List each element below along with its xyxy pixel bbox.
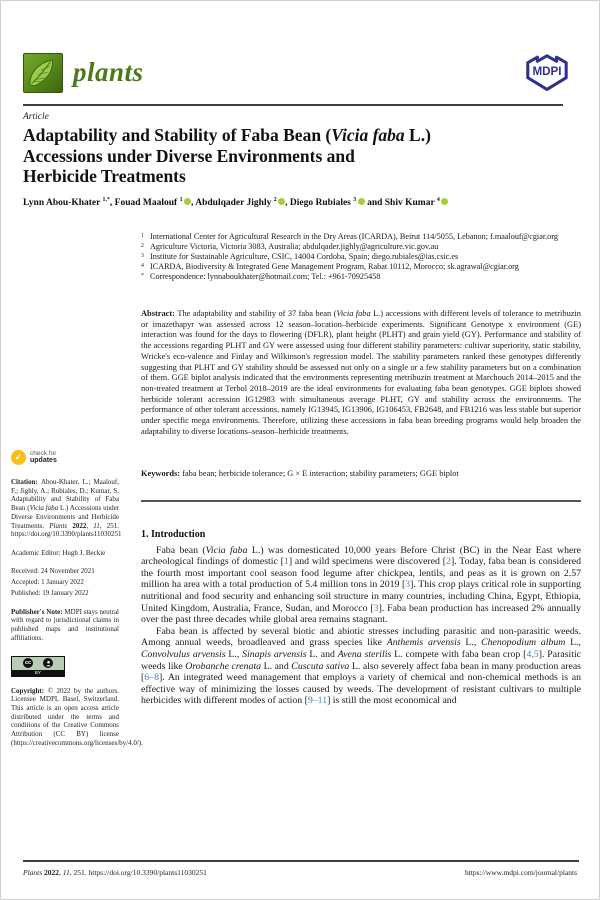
badge-line1: check for	[30, 450, 57, 457]
intro-paragraph-1: Faba bean (Vicia faba L.) was domesticated 10,000 years Before Christ (BC) in the Near East where archeological findings of domestic [1] and wild specimens were discovered [2]. Today, faba bean is considered the fourth most important cool season food legume after chickpea, lentils, and peas as it is grown on 2.57 million ha area with a total production of 5.4 million tons in 2019 [3]. This crop plays critical role in supporting nutritional and food security and enhancing soil structure in many countries, including China, Egypt, Ethiopia, United Kingdom, Australia, France, Sudan, and Morocco [3]. Faba bean production has increased 2% annually over the past three decades while global area remains stagnant.	[141, 544, 582, 626]
plants-journal-logo	[23, 53, 63, 93]
article-dates	[11, 567, 119, 598]
person-icon	[43, 658, 53, 668]
affiliation-number: 2	[141, 243, 144, 249]
affiliation-item	[141, 252, 581, 262]
main-column	[141, 232, 581, 707]
cc-icon: cc	[23, 658, 33, 668]
citation-ref-link[interactable]: 1	[283, 556, 289, 568]
orcid-icon[interactable]	[358, 198, 365, 205]
check-for-updates-label	[30, 450, 57, 464]
citation-ref-link[interactable]: 3	[373, 602, 379, 614]
citation-ref-link[interactable]: 2	[446, 556, 451, 568]
check-for-updates-badge[interactable]	[11, 447, 119, 467]
affiliation-item	[141, 232, 581, 242]
section-heading-introduction: 1. Introduction	[141, 528, 206, 540]
citation-block: Citation: Abou-Khater, L.; Maalouf, F.; Jighly, A.; Rubiales, D.; Kumar, S. Adaptability and Stability of Faba Bean (Vicia faba L.) Accessions under Diverse Environments and Herbicide Treatments. Plants 2022, 11, 251. https://doi.org/10.3390/plants11030251	[11, 478, 122, 539]
article-meta-sidebar	[11, 447, 143, 747]
mdpi-logo[interactable]	[523, 51, 571, 95]
affiliation-text: Agriculture Victoria, Victoria 3083, Australia; abdulqader.jighly@agriculture.vic.gov.au	[150, 242, 439, 251]
footer-divider	[23, 860, 579, 862]
affiliation-item	[141, 262, 581, 272]
affiliation-text: ICARDA, Biodiversity & Integrated Gene Management Program, Rabat 10112, Morocco; sk.agrawal@cgiar.org	[150, 262, 519, 271]
article-type-label: Article	[23, 112, 49, 122]
page-header	[23, 51, 577, 105]
affiliation-text: Correspondence: lynnaboukhater@hotmail.com; Tel.: +961-70925458	[150, 272, 381, 281]
copyright-block: Copyright: © 2022 by the authors. Licensee MDPI, Basel, Switzerland. This article is an open access article distributed under the terms and conditions of the Creative Commons Attribution (CC BY) license (https://creativecommons.org/licenses/by/4.0/).	[11, 686, 143, 747]
leaf-icon	[24, 54, 62, 92]
affiliation-number: 4	[141, 263, 144, 269]
authors-line: Lynn Abou-Khater $^{1,*}$, Fouad Maalouf $^1$ , Abdulqader Jighly $^2$ , Diego Rubiales $^3$ and Shiv Kumar $^4$	[23, 197, 571, 208]
journal-name: plants	[73, 57, 144, 87]
accepted-date: Accepted: 1 January 2022	[11, 577, 84, 586]
orcid-icon[interactable]	[441, 198, 448, 205]
publisher-note: Publisher's Note: MDPI stays neutral with regard to jurisdictional claims in published maps and institutional affiliations.	[11, 607, 119, 642]
citation-ref-link[interactable]: 6–8	[144, 672, 159, 684]
keywords: Keywords: faba bean; herbicide tolerance; G × E interaction; stability parameters; GGE biplot	[141, 469, 459, 479]
received-date: Received: 24 November 2021	[11, 566, 95, 575]
footer-citation: Plants 2022, 11, 251. https://doi.org/10.3390/plants11030251	[23, 868, 207, 877]
affiliation-item	[141, 242, 581, 252]
article-title: Adaptability and Stability of Faba Bean (Vicia faba L.) Accessions under Diverse Environments and Herbicide Treatments	[23, 125, 431, 186]
citation-ref-link[interactable]: 9–11	[307, 695, 328, 707]
published-date: Published: 19 January 2022	[11, 589, 89, 598]
header-divider	[23, 104, 563, 106]
cc-by-label: BY	[12, 670, 64, 676]
affiliation-text: Institute for Sustainable Agriculture, CSIC, 14004 Cordoba, Spain; diego.rubiales@ias.csic.es	[150, 252, 459, 261]
intro-paragraph-2: Faba bean is affected by several biotic and abiotic stresses including parasitic and non-parasitic weeds. Among annual weeds, broadleaved and grass species like Anthemis arvensis L., Chenopodium album L., Convolvulus arvensis L., Sinapis arvensis L. and Avena sterilis L. compete with faba bean crop [4,5]. Parasitic weeds like Orobanche crenata L. and Cuscuta sativa L. also severely affect faba bean in many production areas [6–8]. An integrated weed management that employs a variety of chemical and non-chemical methods is an effective way of minimizing the losses caused by weeds. The development of resistant cultivars to multiple herbicides with different modes of action [9–11] is still the most economical and	[141, 625, 582, 707]
affiliation-item	[141, 272, 581, 282]
affiliation-number: 1	[141, 233, 144, 239]
affiliation-number: *	[141, 273, 144, 279]
cc-icons	[12, 657, 64, 670]
abstract: Abstract: The adaptability and stability of 37 faba bean (Vicia faba L.) accessions with different levels of tolerance to metribuzin or imazethapyr was assessed across 12 season–location–herbicide experiments. Significant Genotype x environment (GE) interaction was found for the days to flowering (DFLR), plant height (PLHT) and grain yield (GY). Performance and stability of the accessions regarding PLHT and GY were assessed using four different stability parameters: cultivar superiority, static stability, Wricke's eco-valence and Finlay and Wilkinson's regression model. The stability parameters ranked these genotypes differently suggesting that PLHT and GY stability should be assessed not only on a single or a few stability parameters but on a combination of them. GGE biplot analysis indicated that the environments representing metribuzin treatment at Marchouch 2014–2015 and the non-treated treatment at Terbol 2018–2019 are the ideal environments for evaluating faba bean genotypes. GGE biplots showed herbicide tolerant accession IG12983 with simultaneous average PLHT, GY and stability across the environments. The performance of other tolerant accessions, namely IG13945, IG13906, IG106453, FB2648, and FB1216 was less stable but superior under specific mega environments. Therefore, utilizing these accessions in faba bean breeding programs would help broaden the adaptability to diverse locations–season–herbicide treatments.	[141, 309, 581, 436]
check-icon	[11, 450, 26, 465]
cc-by-license-badge[interactable]	[11, 656, 65, 677]
section-divider	[141, 500, 581, 502]
affiliations-list	[141, 232, 581, 282]
citation-ref-link[interactable]: 3	[405, 579, 411, 591]
citation-ref-link[interactable]: 4,5	[526, 648, 539, 660]
academic-editor: Academic Editor: Hugh J. Beckie	[11, 548, 106, 557]
badge-line2: updates	[30, 457, 57, 464]
mdpi-logo-text: MDPI	[532, 64, 562, 78]
page-footer	[23, 868, 577, 877]
footer-journal-url: https://www.mdpi.com/journal/plants	[464, 868, 577, 877]
affiliation-text: International Center for Agricultural Research in the Dry Areas (ICARDA), Beirut 114/5055, Lebanon; f.maalouf@cgiar.org	[150, 232, 558, 241]
orcid-icon[interactable]	[184, 198, 191, 205]
affiliation-number: 3	[141, 253, 144, 259]
